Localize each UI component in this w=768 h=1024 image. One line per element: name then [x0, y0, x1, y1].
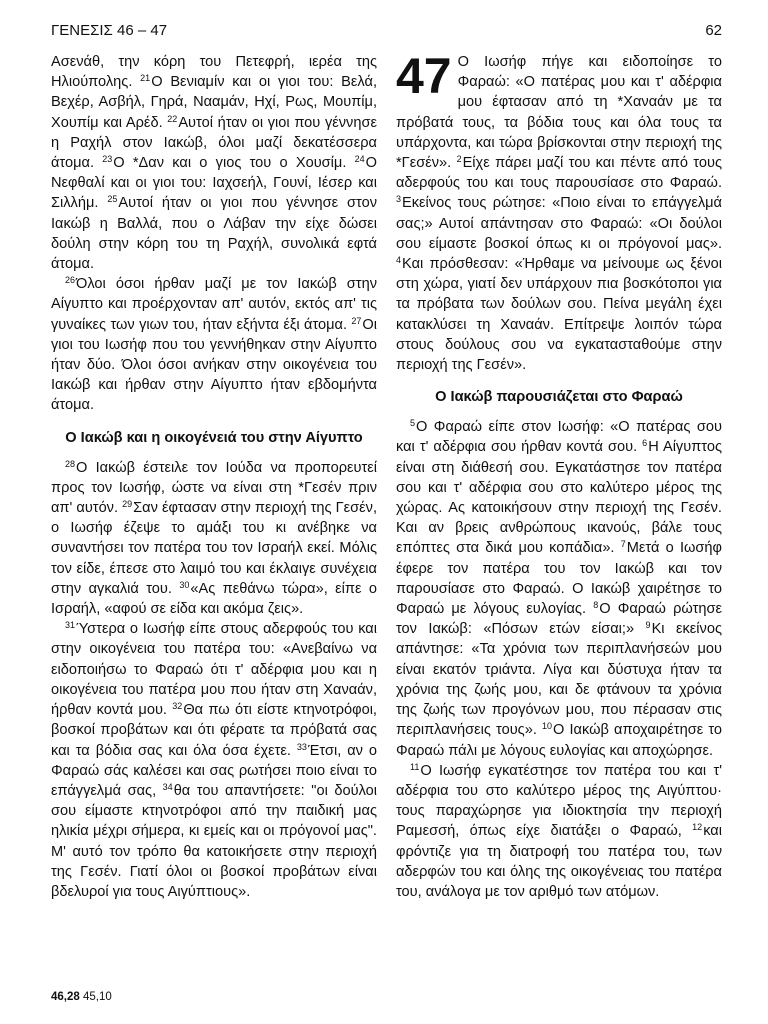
verse-number: 7 — [620, 539, 626, 550]
verse-number: 34 — [162, 781, 173, 792]
text-run: Ο *Δαν και ο γιος του ο Χουσίμ. — [113, 155, 355, 172]
verse-number: 31 — [65, 620, 76, 631]
page-number: 62 — [705, 22, 722, 39]
text-run: Θα πω ότι είστε κτηνοτρόφοι, βοσκοί προβάτων και ότι φέρατε τα πρόβατά σας και τα βόδια σας και όλα όσα έχετε. — [51, 702, 377, 759]
text-run: Και πρόσθεσαν: «Ήρθαμε να μείνουμε ως ξένοι στη χώρα, γιατί δεν υπάρχουν πια βοσκότοποι για τα πρόβατα των δούλων σου. Πείνα μεγάλη έχει κατακλύσει τη Χαναάν. Επίτρεψε λοιπόν τώρα στους δούλους σου να εγκατασταθούμε στην περιοχή της Γεσέν». — [396, 256, 722, 374]
text-run: Ο Ιακώβ έστειλε τον Ιούδα να προπορευτεί προς τον Ιωσήφ, ώστε να είναι στη *Γεσέν πριν απ' αυτόν. — [51, 459, 377, 517]
text-run: Όλοι όσοι ήρθαν μαζί με τον Ιακώβ στην Αίγυπτο και προέρχονταν απ' αυτόν, εκτός απ' τις γυναίκες των γιων του, ήταν εξήντα έξι άτομα. — [51, 276, 377, 333]
text-run: θα του απαντήσετε: "οι δούλοι σου είμαστε κτηνοτρόφοι από την παιδική μας ηλικία μέχρι σήμερα, κι εμείς και οι πρόγονοί μας". Μ' αυτό τον τρόπο θα κατοικήσετε στην περιοχή της Γεσέν. Γιατί όλοι οι βοσκοί προβάτων είναι βδελυροί για τους Αιγύπτιους». — [51, 782, 377, 900]
paragraph — [51, 458, 377, 620]
right-column — [396, 48, 722, 902]
text-run: Ασενάθ, την κόρη του Πετεφρή, ιερέα της Ηλιούπολης. — [51, 54, 377, 91]
text-run: «Ας πεθάνω τώρα», είπε ο Ισραήλ, «αφού σε είδα και ακόμα ζεις». — [51, 580, 377, 618]
text-run: Μετά ο Ιωσήφ έφερε τον πατέρα του τον Ιακώβ και τον παρουσίασε στο Φαραώ. Ο Ιακώβ χαιρέτησε το Φαραώ με λόγους ευλογίας. — [396, 540, 722, 618]
cross-reference-footer — [51, 991, 112, 1003]
text-run: Ο Φαραώ ρώτησε τον Ιακώβ: «Πόσων ετών είσαι;» — [396, 601, 722, 638]
section-heading: Ο Ιακώβ και η οικογένειά του στην Αίγυπτο — [65, 429, 363, 446]
text-run: Ο Βενιαμίν και οι γιοι του: Βελά, Βεχέρ, Ασβήλ, Γηρά, Νααμάν, Ηχί, Ρως, Μουπίμ, Χουπίμ και Αρέδ. — [51, 74, 377, 131]
running-head: ΓΕΝΕΣΙΣ 46 – 47 — [51, 22, 168, 39]
text-run: Είχε πάρει μαζί του και πέντε από τους αδερφούς του και τους παρουσίασε στο Φαραώ. — [396, 155, 722, 192]
verse-number: 11 — [410, 761, 420, 772]
section-heading: Ο Ιακώβ παρουσιάζεται στο Φαραώ — [435, 389, 683, 406]
chapter-number: 47 — [396, 48, 452, 104]
verse-number: 6 — [642, 438, 648, 449]
text-run: Αυτοί ήταν οι γιοι που γέννησε στον Ιακώβ η Βαλλά, που ο Λάβαν την είχε δώσει δούλη στην κόρη του τη Ραχήλ, συνολικά εφτά άτομα. — [51, 195, 377, 273]
paragraph — [51, 619, 377, 902]
text-run: Η Αίγυπτος είναι στη διάθεσή σου. Εγκατάστησε τον πατέρα σου και τ' αδέρφια σου στο καλύτερο μέρος της χώρας. Ας κατοικήσουν στην περιοχή της Γεσέν. Και αν βρεις ανθρώπους ικανούς, βάλε τους επόπτες στα δικά μου κοπάδια». — [396, 439, 722, 557]
text-run: Έτσι, αν ο Φαραώ σάς καλέσει και σας ρωτήσει ποιο είναι το επάγγελμά σας, — [51, 742, 377, 799]
paragraph — [51, 52, 377, 274]
paragraph — [396, 48, 722, 375]
verse-number: 28 — [65, 458, 76, 469]
verse-number: 21 — [140, 73, 151, 84]
text-run: Σαν έφτασαν στην περιοχή της Γεσέν, ο Ιωσήφ έζεψε το αμάξι του κι ανέβηκε να συναντήσει τον πατέρα του τον Ισραήλ εκεί. Μόλις τον είδε, έπεσε στο λαιμό του και έκλαιγε συνέχεια στην αγκαλιά του. — [51, 500, 377, 597]
text-run: Οι γιοι του Ιωσήφ που του γεννήθηκαν στην Αίγυπτο ήταν δύο. Όλοι όσοι ανήκαν στην οικογένεια του Ιακώβ και ήρθαν στην Αίγυπτο ήταν εβδομήντα άτομα. — [51, 316, 377, 414]
verse-number: 10 — [542, 721, 553, 732]
verse-number: 4 — [396, 255, 402, 266]
verse-number: 33 — [296, 741, 307, 752]
paragraph — [51, 274, 377, 415]
text-run: Ο Φαραώ είπε στον Ιωσήφ: «Ο πατέρας σου και τ' αδέρφια σου ήρθαν κοντά σου. — [396, 419, 722, 456]
verse-number: 9 — [645, 620, 651, 631]
verse-number: 25 — [107, 194, 118, 205]
verse-number: 27 — [351, 315, 362, 326]
paragraph — [396, 761, 722, 902]
verse-number: 30 — [179, 579, 190, 590]
text-run: Εκείνος τους ρώτησε: «Ποιο είναι το επάγγελμά σας;» Αυτοί απάντησαν στο Φαραώ: «Οι δούλοι σου είμαστε βοσκοί όπως κι οι πρόγονοί μας». — [396, 195, 722, 252]
page-header — [51, 22, 722, 44]
verse-number: 5 — [410, 418, 416, 429]
verse-number: 22 — [167, 113, 178, 124]
cross-reference-bold: 46,28 — [51, 991, 80, 1003]
cross-reference-text: 45,10 — [79, 991, 112, 1003]
verse-number: 29 — [122, 499, 133, 510]
text-run: Ύστερα ο Ιωσήφ είπε στους αδερφούς του και στην οικογένεια του πατέρα του: «Ανεβαίνω να ειδοποιήσω το Φαραώ ότι τ' αδέρφια μου και η οικογένεια του πατέρα μου που ήταν στη Χαναάν, ήρθαν κοντά μου. — [51, 621, 377, 719]
paragraph — [396, 417, 722, 760]
text-run: Κι εκείνος απάντησε: «Τα χρόνια των περιπλανήσεών μου είναι εκατόν τριάντα. Λίγα και δύστυχα ήταν τα χρόνια της ζωής μου, και δε φτάνουν τα χρόνια της ζωής των προγόνων μου, που πέρασαν στις περιπλανήσεις τους». — [396, 621, 722, 739]
verse-number: 23 — [102, 154, 113, 165]
verse-number: 12 — [692, 822, 703, 833]
verse-number: 2 — [456, 154, 462, 165]
verse-number: 32 — [172, 701, 183, 712]
text-run: Ο Ιωσήφ εγκατέστησε τον πατέρα του και τ' αδέρφια του στο καλύτερο μέρος της Αιγύπτου· τους παραχώρησε για ιδιοκτησία την περιοχή Ραμεσσή, όπως είχε διατάξει ο Φαραώ, — [396, 762, 722, 840]
verse-number: 26 — [65, 275, 76, 286]
verse-number: 3 — [396, 194, 402, 205]
left-column — [51, 52, 377, 902]
text-run: Ο Νεφθαλί και οι γιοι του: Ιαχσεήλ, Γουνί, Ιέσερ και Σιλλήμ. — [51, 155, 377, 212]
text-run: και φρόντιζε για τη διατροφή του πατέρα του, των αδερφών του και όλης της οικογένειας του πατέρα του, ανάλογα με τον αριθμό των ατόμων. — [396, 823, 722, 900]
verse-number: 8 — [593, 600, 599, 611]
text-run: Ο Ιωσήφ πήγε και ειδοποίησε το Φαραώ: «Ο πατέρας μου και τ' αδέρφια μου έφτασαν από τη *Χαναάν με τα πρόβατά τους, τα βόδια τους και όλα τους τα υπάρχοντα, και τώρα βρίσκονται στην περιοχή της *Γεσέν». — [396, 54, 722, 172]
text-run: Ο Ιακώβ αποχαιρέτησε το Φαραώ πάλι με λόγους ευλογίας και αποχώρησε. — [396, 722, 722, 759]
text-run: Αυτοί ήταν οι γιοι που γέννησε η Ραχήλ στον Ιακώβ, όλοι μαζί δεκατέσσερα άτομα. — [51, 114, 377, 172]
verse-number: 24 — [354, 154, 365, 165]
